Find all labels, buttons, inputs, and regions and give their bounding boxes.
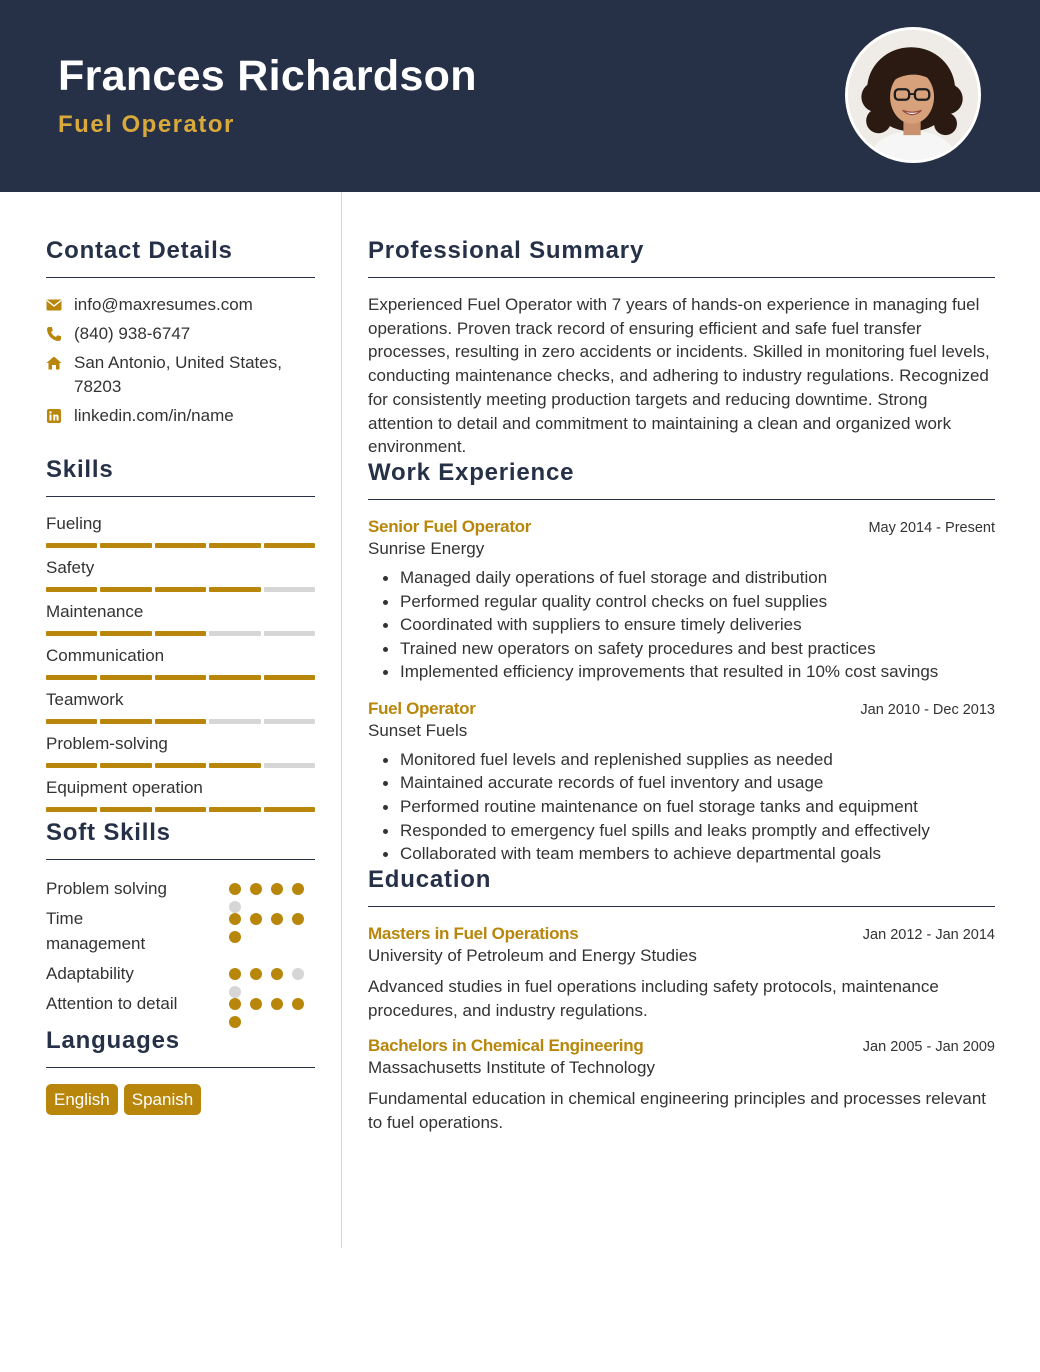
skill-item bbox=[46, 733, 315, 768]
contact-rule bbox=[46, 277, 315, 278]
soft-skills-rule bbox=[46, 859, 315, 860]
rating-segment-empty bbox=[264, 763, 315, 768]
resume-header bbox=[0, 0, 1040, 192]
rating-dot-filled bbox=[271, 883, 283, 895]
skill-label: Problem-solving bbox=[46, 734, 168, 753]
skill-label: Teamwork bbox=[46, 690, 124, 709]
skill-rating-bar bbox=[46, 763, 315, 768]
rating-segment-empty bbox=[264, 587, 315, 592]
job-bullet: Responded to emergency fuel spills and leaks promptly and effectively bbox=[368, 819, 995, 843]
envelope-icon bbox=[46, 293, 74, 317]
rating-segment-empty bbox=[209, 631, 260, 636]
soft-skill-label: Adaptability bbox=[46, 964, 134, 983]
rating-segment-filled bbox=[264, 543, 315, 548]
summary-title: Professional Summary bbox=[368, 237, 645, 264]
soft-skill-dots bbox=[229, 906, 315, 943]
rating-dot-filled bbox=[229, 883, 241, 895]
job-title: Senior Fuel Operator bbox=[368, 516, 532, 536]
skill-label: Communication bbox=[46, 646, 165, 665]
job-bullet: Coordinated with suppliers to ensure timely deliveries bbox=[368, 613, 995, 637]
skill-rating-bar bbox=[46, 631, 315, 636]
contact-section bbox=[46, 192, 315, 428]
skill-item bbox=[46, 513, 315, 548]
soft-skill-label: Problem solving bbox=[46, 879, 167, 898]
rating-segment-filled bbox=[155, 675, 206, 680]
rating-segment-filled bbox=[209, 763, 260, 768]
rating-dot-filled bbox=[250, 998, 262, 1010]
rating-dot-filled bbox=[250, 883, 262, 895]
job-header bbox=[368, 699, 995, 719]
job-bullet: Trained new operators on safety procedures and best practices bbox=[368, 637, 995, 661]
rating-segment-filled bbox=[100, 719, 151, 724]
soft-skill-dots bbox=[229, 991, 315, 1028]
education-header bbox=[368, 1036, 995, 1056]
candidate-role: Fuel Operator bbox=[58, 111, 235, 138]
rating-segment-filled bbox=[209, 675, 260, 680]
education-entry bbox=[368, 924, 995, 1022]
rating-segment-filled bbox=[209, 543, 260, 548]
summary-rule bbox=[368, 277, 995, 278]
rating-segment-empty bbox=[264, 631, 315, 636]
rating-dot-empty bbox=[292, 968, 304, 980]
skills-rule bbox=[46, 496, 315, 497]
language-tag: Spanish bbox=[124, 1084, 201, 1115]
job-company: Sunrise Energy bbox=[368, 538, 485, 558]
job-bullet: Managed daily operations of fuel storage and distribution bbox=[368, 566, 995, 590]
linkedin-icon bbox=[46, 404, 74, 428]
rating-segment-filled bbox=[155, 719, 206, 724]
experience-section bbox=[368, 459, 995, 866]
job-company: Sunset Fuels bbox=[368, 720, 468, 740]
skill-rating-bar bbox=[46, 543, 315, 548]
languages-title: Languages bbox=[46, 1027, 180, 1054]
rating-dot-filled bbox=[292, 913, 304, 925]
languages-rule bbox=[46, 1067, 315, 1068]
soft-skill-label: Attention to detail bbox=[46, 994, 178, 1013]
contact-title: Contact Details bbox=[46, 237, 233, 264]
rating-segment-filled bbox=[155, 631, 206, 636]
education-desc: Fundamental education in chemical engineering principles and processes relevant to fuel operations. bbox=[368, 1089, 987, 1132]
rating-dot-filled bbox=[229, 1016, 241, 1028]
skill-item bbox=[46, 557, 315, 592]
education-date: Jan 2005 - Jan 2009 bbox=[862, 1039, 995, 1056]
right-column bbox=[368, 192, 995, 1135]
job-bullet: Maintained accurate records of fuel inventory and usage bbox=[368, 771, 995, 795]
contact-linkedin bbox=[46, 404, 315, 428]
skill-item bbox=[46, 645, 315, 680]
candidate-name: Frances Richardson bbox=[58, 52, 477, 100]
skill-label: Maintenance bbox=[46, 602, 144, 621]
rating-dot-filled bbox=[250, 968, 262, 980]
skills-list bbox=[46, 513, 315, 812]
skill-item bbox=[46, 777, 315, 812]
skill-rating-bar bbox=[46, 587, 315, 592]
phone-icon bbox=[46, 322, 74, 346]
rating-segment-filled bbox=[100, 631, 151, 636]
rating-segment-filled bbox=[46, 763, 97, 768]
rating-segment-filled bbox=[155, 587, 206, 592]
rating-dot-filled bbox=[229, 998, 241, 1010]
contact-list bbox=[46, 293, 315, 428]
skill-rating-bar bbox=[46, 807, 315, 812]
rating-segment-filled bbox=[100, 763, 151, 768]
rating-segment-filled bbox=[155, 807, 206, 812]
rating-segment-filled bbox=[264, 675, 315, 680]
contact-address bbox=[46, 351, 315, 399]
soft-skills-list bbox=[46, 876, 315, 1021]
education-section bbox=[368, 866, 995, 1135]
education-date: Jan 2012 - Jan 2014 bbox=[862, 926, 995, 943]
skill-rating-bar bbox=[46, 719, 315, 724]
soft-skill-item bbox=[46, 961, 315, 991]
rating-segment-filled bbox=[46, 631, 97, 636]
skills-section bbox=[46, 456, 315, 812]
rating-segment-filled bbox=[46, 543, 97, 548]
skill-rating-bar bbox=[46, 675, 315, 680]
job-bullet: Implemented efficiency improvements that resulted in 10% cost savings bbox=[368, 660, 995, 684]
rating-segment-filled bbox=[46, 675, 97, 680]
contact-email bbox=[46, 293, 315, 317]
rating-segment-empty bbox=[264, 719, 315, 724]
soft-skill-item bbox=[46, 906, 315, 961]
rating-dot-filled bbox=[292, 998, 304, 1010]
summary-section bbox=[368, 192, 995, 459]
contact-address-text: San Antonio, United States, 78203 bbox=[74, 353, 282, 396]
profile-photo bbox=[845, 27, 981, 163]
soft-skill-label: Time management bbox=[46, 909, 146, 953]
rating-segment-filled bbox=[155, 543, 206, 548]
job-bullet: Monitored fuel levels and replenished supplies as needed bbox=[368, 748, 995, 772]
experience-rule bbox=[368, 499, 995, 500]
home-icon bbox=[46, 351, 74, 375]
contact-phone bbox=[46, 322, 315, 346]
job-bullet: Performed regular quality control checks on fuel supplies bbox=[368, 590, 995, 614]
degree-title: Bachelors in Chemical Engineering bbox=[368, 1036, 644, 1056]
degree-title: Masters in Fuel Operations bbox=[368, 923, 579, 943]
job-bullet: Performed routine maintenance on fuel storage tanks and equipment bbox=[368, 795, 995, 819]
job-entry bbox=[368, 517, 995, 684]
job-title: Fuel Operator bbox=[368, 698, 476, 718]
rating-segment-filled bbox=[46, 807, 97, 812]
contact-email-text[interactable]: info@maxresumes.com bbox=[74, 295, 253, 314]
rating-segment-filled bbox=[100, 587, 151, 592]
left-column bbox=[46, 192, 315, 1115]
experience-title: Work Experience bbox=[368, 458, 575, 486]
summary-text: Experienced Fuel Operator with 7 years of hands-on experience in managing fuel operations. Proven track record of ensuring efficient and safe fuel transfer processes, resulting in zero accidents or incidents. Skilled in monitoring fuel levels, conducting maintenance checks, and adhering to industry regulations. Recognized for consistently meeting production targets and reducing downtime. Strong attention to detail and commitment to maintaining a clean and organized work environment. bbox=[368, 295, 990, 457]
job-bullet: Collaborated with team members to achieve departmental goals bbox=[368, 842, 995, 866]
soft-skills-section bbox=[46, 819, 315, 1021]
job-bullets bbox=[368, 566, 995, 684]
soft-skills-title: Soft Skills bbox=[46, 819, 171, 846]
rating-segment-filled bbox=[155, 763, 206, 768]
languages-list bbox=[46, 1084, 315, 1115]
job-header bbox=[368, 517, 995, 537]
contact-linkedin-text[interactable]: linkedin.com/in/name bbox=[74, 406, 234, 425]
skill-label: Safety bbox=[46, 558, 95, 577]
rating-dot-filled bbox=[271, 998, 283, 1010]
rating-segment-filled bbox=[209, 587, 260, 592]
language-tag: English bbox=[46, 1084, 118, 1115]
contact-phone-text[interactable]: (840) 938-6747 bbox=[74, 324, 191, 343]
rating-dot-filled bbox=[271, 913, 283, 925]
rating-segment-filled bbox=[209, 807, 260, 812]
skill-label: Fueling bbox=[46, 514, 102, 533]
school-name: University of Petroleum and Energy Studies bbox=[368, 945, 697, 965]
rating-segment-filled bbox=[100, 543, 151, 548]
skills-title: Skills bbox=[46, 456, 114, 483]
rating-segment-filled bbox=[46, 587, 97, 592]
soft-skill-item bbox=[46, 876, 315, 906]
column-divider bbox=[341, 192, 342, 1248]
education-entry bbox=[368, 1036, 995, 1134]
rating-segment-filled bbox=[46, 719, 97, 724]
rating-dot-filled bbox=[229, 968, 241, 980]
education-desc: Advanced studies in fuel operations including safety protocols, maintenance procedures, and industry regulations. bbox=[368, 976, 939, 1020]
rating-segment-filled bbox=[100, 807, 151, 812]
education-rule bbox=[368, 906, 995, 907]
rating-dot-filled bbox=[292, 883, 304, 895]
rating-segment-filled bbox=[100, 675, 151, 680]
soft-skill-item bbox=[46, 991, 315, 1021]
skill-label: Equipment operation bbox=[46, 778, 203, 797]
rating-dot-filled bbox=[271, 968, 283, 980]
rating-dot-filled bbox=[250, 913, 262, 925]
job-entry bbox=[368, 699, 995, 866]
rating-dot-filled bbox=[229, 913, 241, 925]
job-date: May 2014 - Present bbox=[868, 519, 995, 536]
skill-item bbox=[46, 689, 315, 724]
job-date: Jan 2010 - Dec 2013 bbox=[860, 701, 995, 718]
rating-segment-empty bbox=[209, 719, 260, 724]
job-bullets bbox=[368, 748, 995, 866]
rating-dot-filled bbox=[229, 931, 241, 943]
skill-item bbox=[46, 601, 315, 636]
rating-segment-filled bbox=[264, 807, 315, 812]
profile-photo-illustration bbox=[848, 30, 978, 160]
languages-section bbox=[46, 1027, 315, 1115]
education-title: Education bbox=[368, 865, 492, 893]
education-header bbox=[368, 924, 995, 944]
school-name: Massachusetts Institute of Technology bbox=[368, 1058, 655, 1078]
